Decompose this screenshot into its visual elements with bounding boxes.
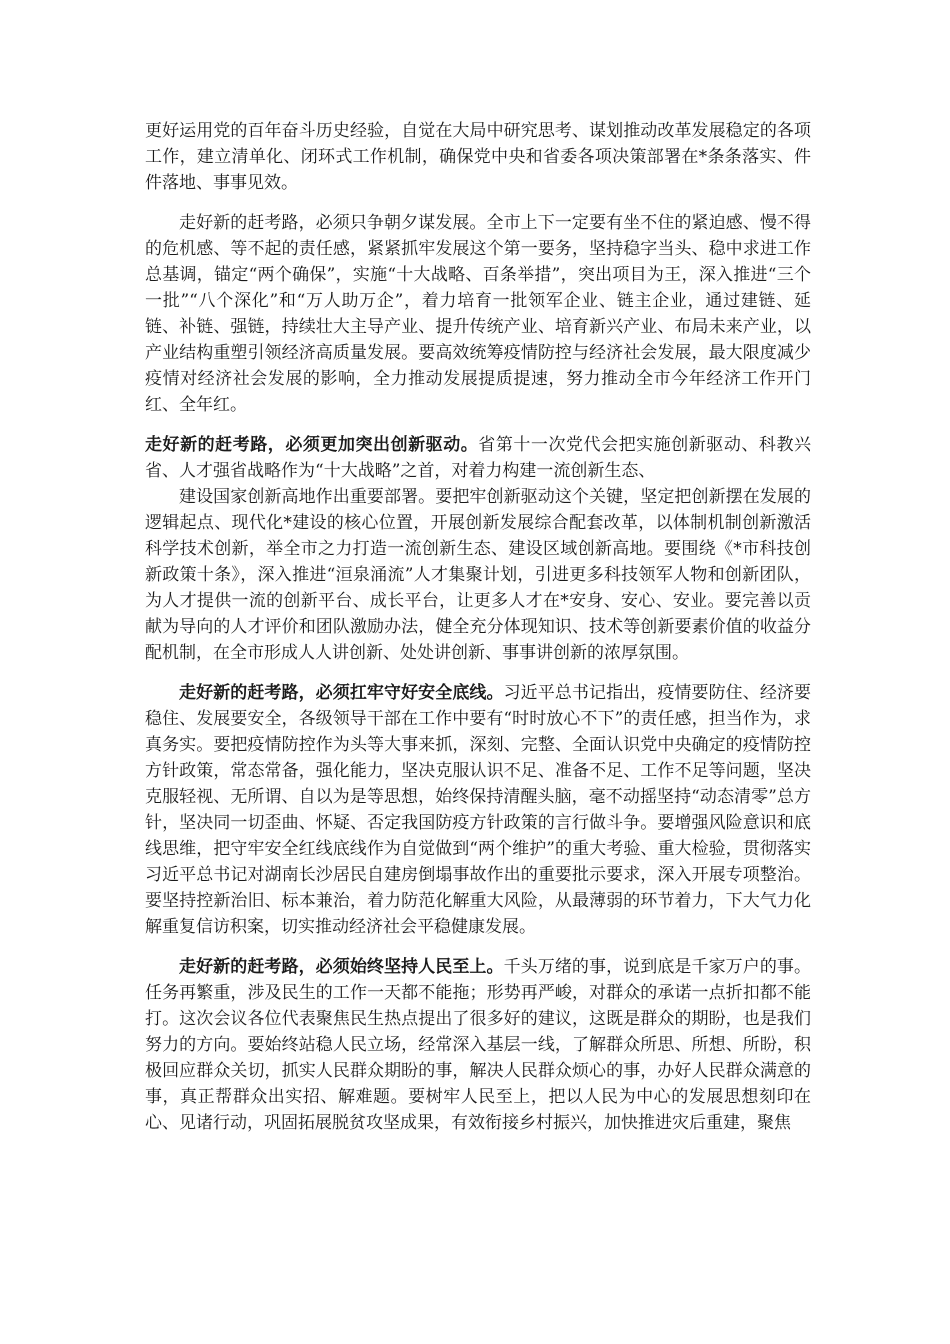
paragraph-5 — [145, 680, 811, 940]
paragraph-text: 更好运用党的百年奋斗历史经验，自觉在大局中研究思考、谋划推动改革发展稳定的各项工作，建立清单化、闭环式工作机制，确保党中央和省委各项决策部署在*条条落实、件件落地、事事见效。 — [145, 121, 811, 193]
paragraph-text: 走好新的赶考路，必须只争朝夕谋发展。全市上下一定要有坐不住的紧迫感、慢不得的危机感、等不起的责任感，紧紧抓牢发展这个第一要务，坚持稳字当头、稳中求进工作总基调，锚定“两个确保”，实施“十大战略、百条举措”，突出项目为王，深入推进“三个一批”“八个深化”和“万人助万企”，着力培育一批领军企业、链主企业，通过建链、延链、补链、强链，持续壮大主导产业、提升传统产业、培育新兴产业、布局未来产业，以产业结构重塑引领经济高质量发展。要高效统筹疫情防控与经济社会发展，最大限度减少疫情对经济社会发展的影响，全力推动发展提质提速，努力推动全市今年经济工作开门红、全年红。 — [145, 213, 811, 415]
paragraph-text: 省第十一次党代会把实施创新驱动、科教兴省、人才强省战略作为“十大战略”之首，对着力构建一流创新生态、 — [145, 435, 812, 481]
paragraph-2 — [145, 210, 811, 418]
paragraph-6 — [145, 954, 811, 1136]
paragraph-text: 千头万绪的事，说到底是千家万户的事。任务再繁重，涉及民生的工作一天都不能拖；形势再严峻，对群众的承诺一点折扣都不能打。这次会议各位代表聚焦民生热点提出了很多好的建议，这既是群众的期盼，也是我们努力的方向。要始终站稳人民立场，经常深入基层一线，了解群众所思、所想、所盼，积极回应群众关切，抓实人民群众期盼的事，解决人民群众烦心的事，办好人民群众满意的事，真正帮群众出实招、解难题。要树牢人民至上，把以人民为中心的发展思想刻印在心、见诸行动，巩固拓展脱贫攻坚成果，有效衔接乡村振兴，加快推进灾后重建，聚焦 — [145, 957, 812, 1133]
paragraph-1 — [145, 118, 811, 196]
paragraph-text: 建设国家创新高地作出重要部署。要把牢创新驱动这个关键，坚定把创新摆在发展的逻辑起点、现代化*建设的核心位置，开展创新发展综合配套改革，以体制机制创新激活科学技术创新，举全市之力打造一流创新生态、建设区域创新高地。要围绕《*市科技创新政策十条》，深入推进“洹泉涌流”人才集聚计划，引进更多科技领军人物和创新团队，为人才提供一流的创新平台、成长平台，让更多人才在*安身、安心、安业。要完善以贡献为导向的人才评价和团队激励办法，健全充分体现知识、技术等创新要素价值的收益分配机制，在全市形成人人讲创新、处处讲创新、事事讲创新的浓厚氛围。 — [145, 487, 811, 663]
paragraph-4 — [145, 484, 811, 666]
paragraph-lead: 走好新的赶考路，必须更加突出创新驱动。 — [145, 435, 479, 455]
document-page — [145, 118, 811, 1150]
paragraph-text: 习近平总书记指出，疫情要防住、经济要稳住、发展要安全，各级领导干部在工作中要有“时时放心不下”的责任感，担当作为，求真务实。要把疫情防控作为头等大事来抓，深刻、完整、全面认识党中央确定的疫情防控方针政策，常态常备，强化能力，坚决克服认识不足、准备不足、工作不足等问题，坚决克服轻视、无所谓、自以为是等思想，始终保持清醒头脑，毫不动摇坚持“动态清零”总方针，坚决同一切歪曲、怀疑、否定我国防疫方针政策的言行做斗争。要增强风险意识和底线思维，把守牢安全红线底线作为自觉做到“两个维护”的重大考验、重大检验，贯彻落实习近平总书记对湖南长沙居民自建房倒塌事故作出的重要批示要求，深入开展专项整治。要坚持控新治旧、标本兼治，着力防范化解重大风险，从最薄弱的环节着力，下大气力化解重复信访积案，切实推动经济社会平稳健康发展。 — [145, 683, 812, 937]
paragraph-lead: 走好新的赶考路，必须始终坚持人民至上。 — [179, 957, 504, 977]
paragraph-lead: 走好新的赶考路，必须扛牢守好安全底线。 — [179, 683, 504, 703]
paragraph-3 — [145, 432, 811, 484]
